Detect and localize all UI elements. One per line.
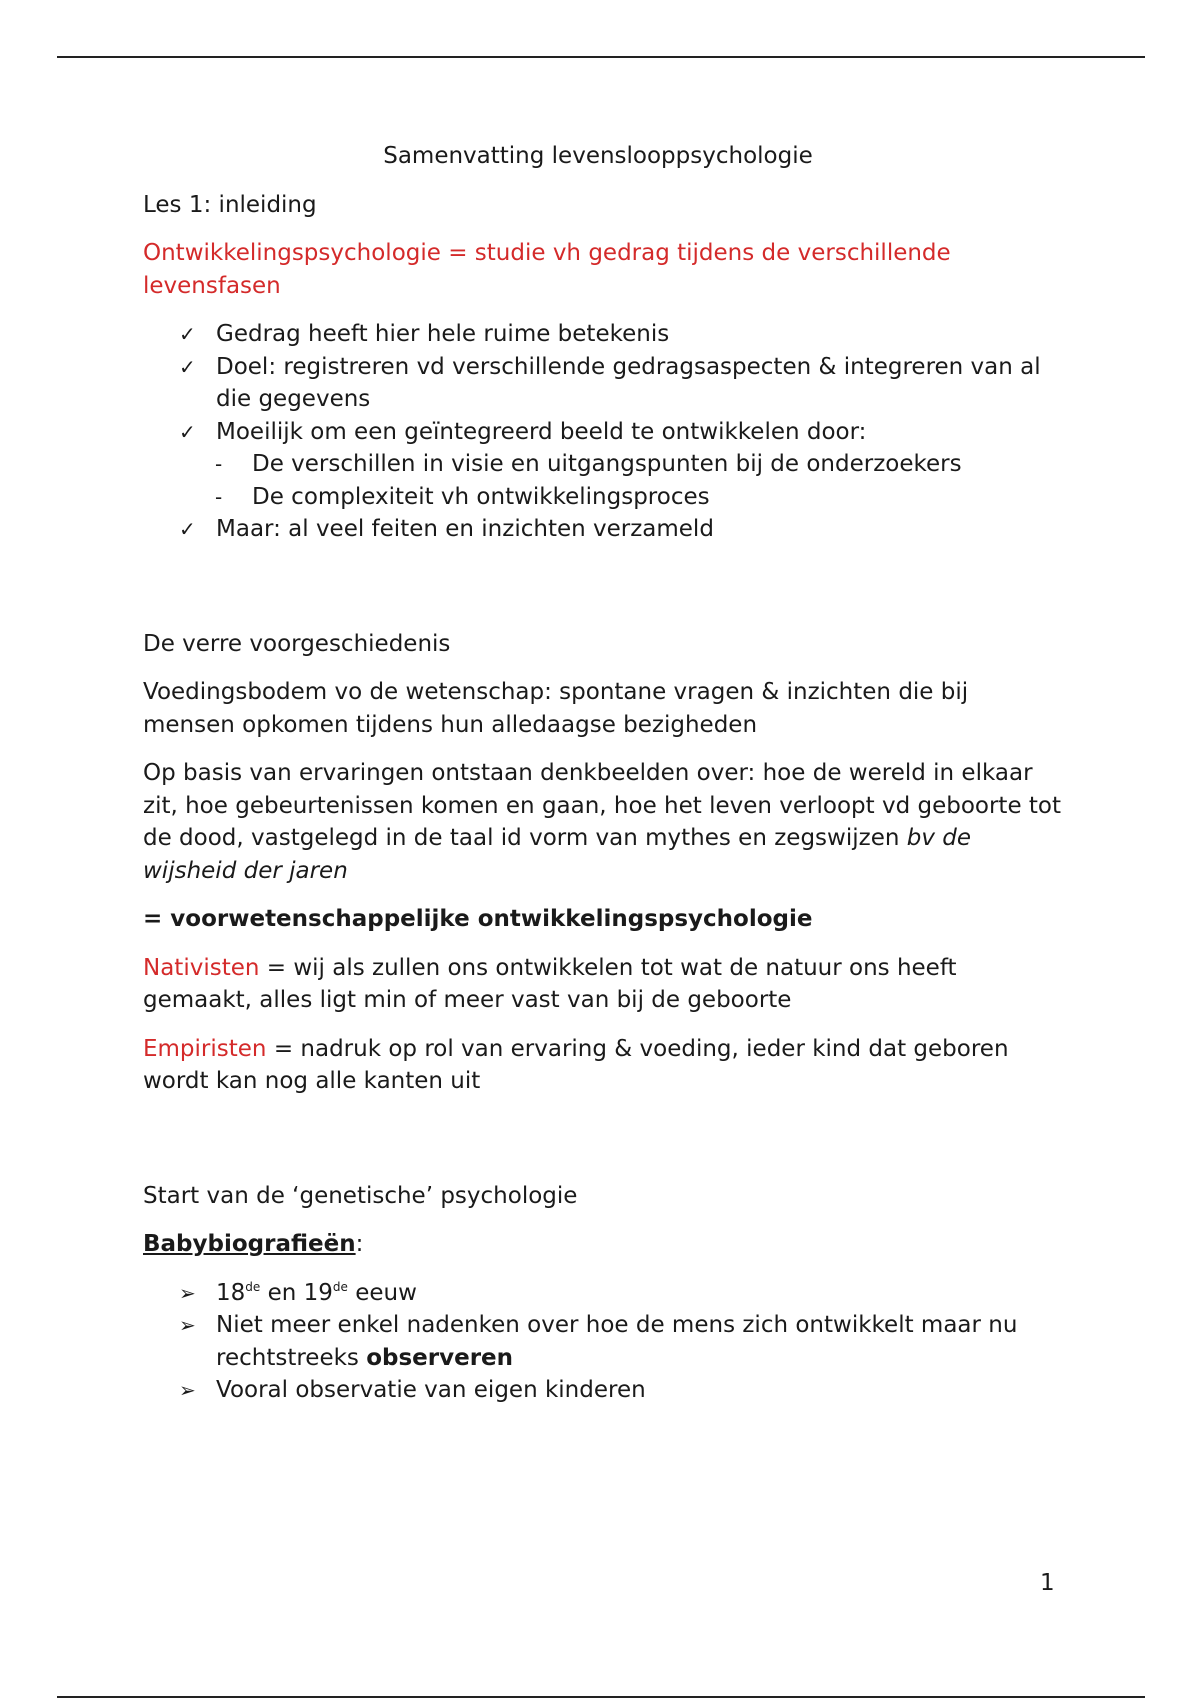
check-icon: ✓ [179,419,196,444]
page-number: 1 [1040,1570,1055,1596]
list-item: ➢ Niet meer enkel nadenken over hoe de mens zich ontwikkelt maar nu rechtstreeks observeren [143,1309,1063,1374]
list-subitem: - De verschillen in visie en uitgangspunten bij de onderzoekers [143,448,1063,481]
header-rule [57,56,1145,58]
list-item: ➢ Vooral observatie van eigen kinderen [143,1374,1063,1407]
les1-heading: Les 1: inleiding [143,191,317,218]
dash-icon: - [215,452,223,476]
babybiografieen-list [143,1277,1063,1407]
check-icon: ✓ [179,322,196,346]
paragraph-voedingsbodem: Voedingsbodem vo de wetenschap: spontane vragen & inzichten die bij mensen opkomen tijdens hun alledaagse bezigheden [143,679,969,738]
list-item: ✓ Maar: al veel feiten en inzichten verzameld [143,513,1063,546]
paragraph-nativisten: Nativisten = wij als zullen ons ontwikkelen tot wat de natuur ons heeft gemaakt, alles ligt min of meer vast van bij de geboorte [143,954,957,1013]
footer-rule [57,1696,1145,1698]
document-title: Samenvatting levenslooppsychologie [383,143,813,169]
section-spacer [143,1114,1063,1180]
list-item: ➢ 18de en 19de eeuw [143,1277,1063,1310]
list-subitem: - De complexiteit vh ontwikkelingsproces [143,481,1063,514]
babybiografieen-heading: Babybiografieën: [143,1231,364,1257]
list-item: ✓ Moeilijk om een geïntegreerd beeld te ontwikkelen door: [143,416,1063,449]
paragraph-ervaringen: Op basis van ervaringen ontstaan denkbeelden over: hoe de wereld in elkaar zit, hoe gebeurtenissen komen en gaan, hoe het leven verloopt vd geboorte tot de dood, vastgelegd in de taal id vorm van mythes en zegswijzen bv de wijsheid der jaren [143,760,1062,884]
example-italic: bv de wijsheid der jaren [143,825,972,884]
check-icon: ✓ [179,354,196,379]
dash-icon: - [215,484,223,509]
section-heading-genetisch: Start van de ‘genetische’ psychologie [143,1182,578,1209]
bold-conclusion: = voorwetenschappelijke ontwikkelingspsychologie [143,906,813,932]
term-nativisten: Nativisten [143,954,260,981]
paragraph-empiristen: Empiristen = nadruk op rol van ervaring & voeding, ieder kind dat geboren wordt kan nog alle kanten uit [143,1035,1009,1094]
section-heading-voorgeschiedenis: De verre voorgeschiedenis [143,630,451,657]
arrow-icon: ➢ [179,1378,196,1402]
term-empiristen: Empiristen [143,1035,267,1062]
arrow-icon: ➢ [179,1280,196,1305]
section-spacer [143,562,1063,628]
arrow-icon: ➢ [179,1313,196,1337]
check-icon: ✓ [179,517,196,541]
list-item: ✓ Doel: registreren vd verschillende gedragsaspecten & integreren van al die gegevens [143,351,1063,416]
definition-ontwikkelingspsychologie: Ontwikkelingspsychologie = studie vh gedrag tijdens de verschillende levensfasen [143,240,951,299]
document-body [143,140,1063,1407]
les1-list [143,318,1063,546]
list-item: ✓ Gedrag heeft hier hele ruime betekenis [143,318,1063,351]
